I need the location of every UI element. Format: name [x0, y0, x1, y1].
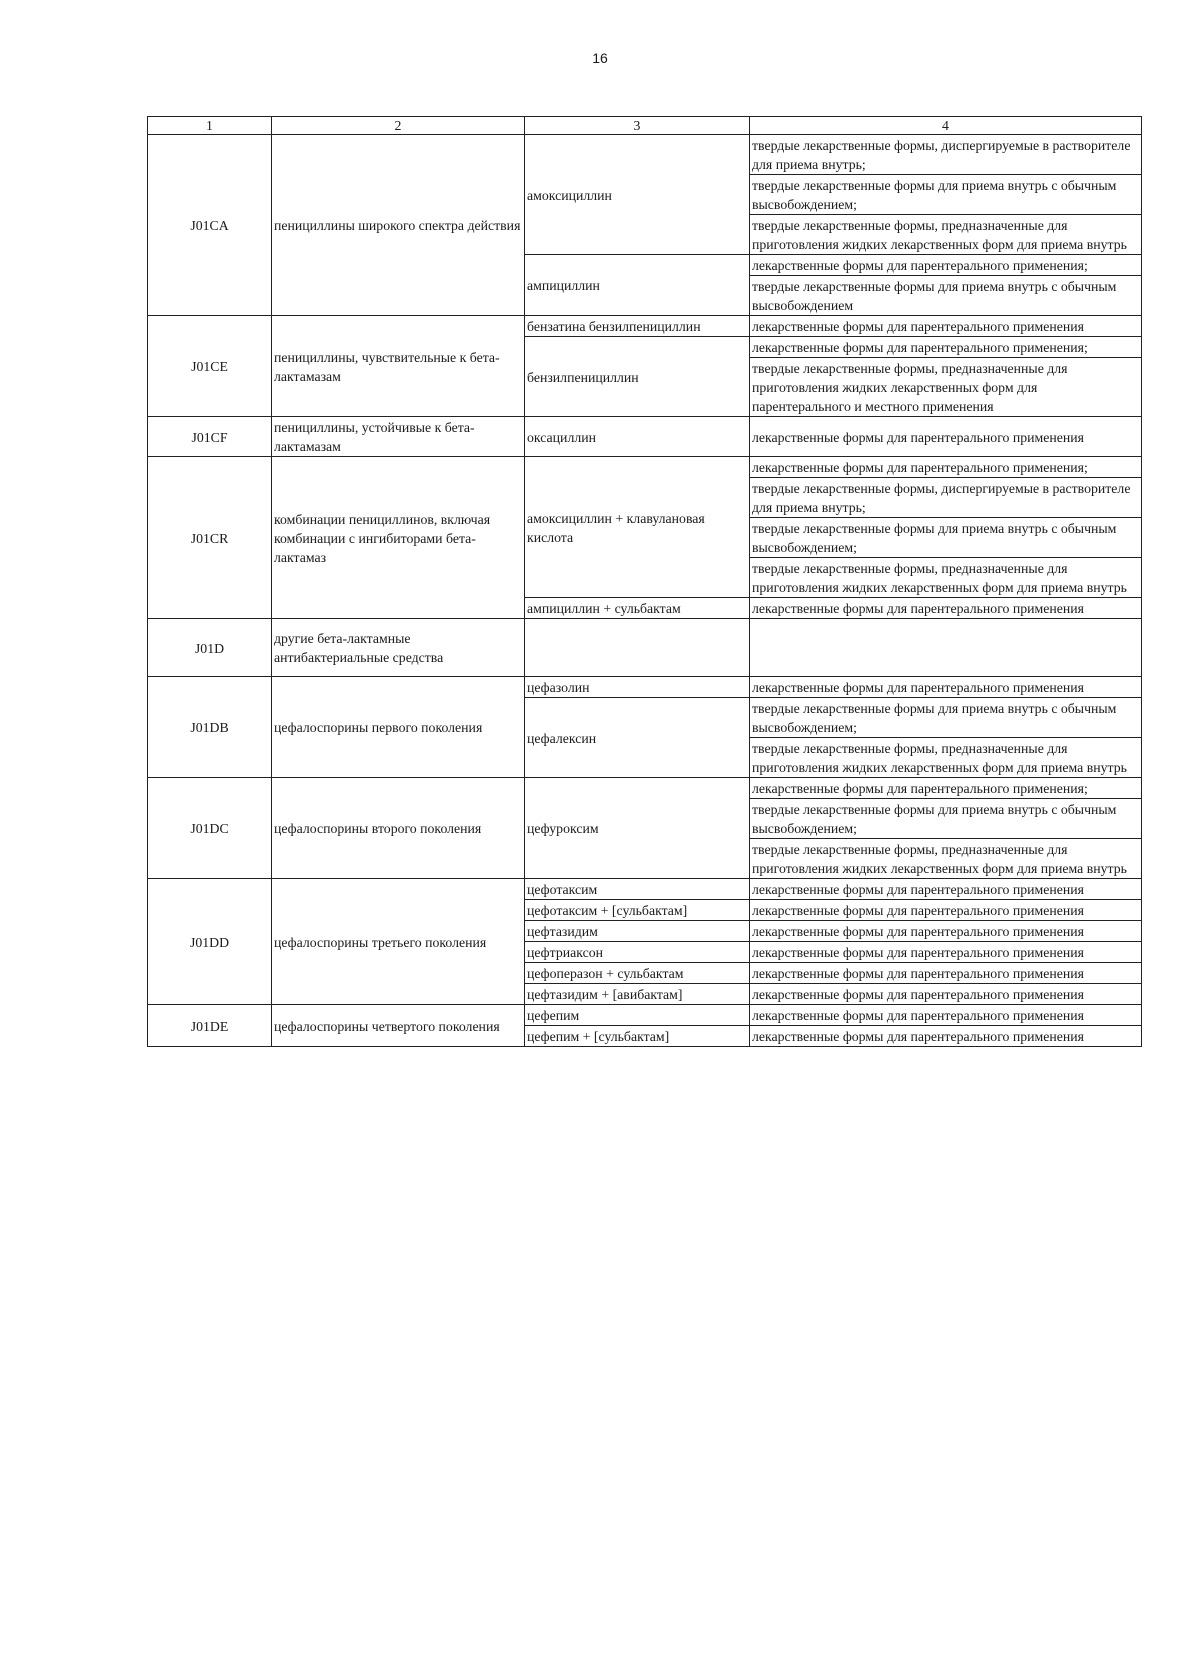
drug-name: бензилпенициллин — [525, 337, 750, 417]
dosage-form: твердые лекарственные формы, диспергируемые в растворителе для приема внутрь; — [750, 135, 1142, 175]
page-number: 16 — [592, 50, 608, 66]
drug-name: цефтазидим — [525, 921, 750, 942]
dosage-form: твердые лекарственные формы, диспергируемые в растворителе для приема внутрь; — [750, 478, 1142, 518]
atc-code: J01DD — [148, 879, 272, 1005]
table-row — [148, 1005, 1142, 1026]
dosage-form: лекарственные формы для парентерального применения — [750, 598, 1142, 619]
drug-name: цефуроксим — [525, 778, 750, 879]
header-cell: 2 — [272, 117, 525, 135]
drug-name: цефотаксим — [525, 879, 750, 900]
dosage-form: лекарственные формы для парентерального применения — [750, 963, 1142, 984]
group-name: другие бета-лактамные антибактериальные средства — [272, 619, 525, 677]
group-name: пенициллины, чувствительные к бета-лактамазам — [272, 316, 525, 417]
table-row — [148, 417, 1142, 457]
dosage-form: лекарственные формы для парентерального применения — [750, 942, 1142, 963]
header-cell: 1 — [148, 117, 272, 135]
table-row — [148, 879, 1142, 900]
atc-code: J01CA — [148, 135, 272, 316]
dosage-form: твердые лекарственные формы, предназначенные для приготовления жидких лекарственных форм для приема внутрь — [750, 839, 1142, 879]
group-name: цефалоспорины второго поколения — [272, 778, 525, 879]
atc-code: J01CR — [148, 457, 272, 619]
dosage-form: лекарственные формы для парентерального применения; — [750, 778, 1142, 799]
atc-code: J01DB — [148, 677, 272, 778]
dosage-form: лекарственные формы для парентерального применения — [750, 984, 1142, 1005]
dosage-form: лекарственные формы для парентерального применения — [750, 1005, 1142, 1026]
table-row — [148, 135, 1142, 175]
table-row — [148, 778, 1142, 799]
dosage-form: лекарственные формы для парентерального применения — [750, 677, 1142, 698]
dosage-form: твердые лекарственные формы, предназначенные для приготовления жидких лекарственных форм для приема внутрь — [750, 558, 1142, 598]
drug-name: цефоперазон + сульбактам — [525, 963, 750, 984]
group-name: цефалоспорины первого поколения — [272, 677, 525, 778]
dosage-form: лекарственные формы для парентерального применения — [750, 316, 1142, 337]
group-name: пенициллины, устойчивые к бета-лактамазам — [272, 417, 525, 457]
dosage-form: твердые лекарственные формы, предназначенные для приготовления жидких лекарственных форм для приема внутрь — [750, 738, 1142, 778]
dosage-form: твердые лекарственные формы для приема внутрь с обычным высвобождением — [750, 276, 1142, 316]
drug-name: амоксициллин — [525, 135, 750, 255]
dosage-form: твердые лекарственные формы, предназначенные для приготовления жидких лекарственных форм для приема внутрь — [750, 215, 1142, 255]
dosage-form: лекарственные формы для парентерального применения; — [750, 457, 1142, 478]
dosage-form: лекарственные формы для парентерального применения; — [750, 255, 1142, 276]
dosage-form-empty — [750, 619, 1142, 677]
drug-name: цефазолин — [525, 677, 750, 698]
drug-name: цефотаксим + [сульбактам] — [525, 900, 750, 921]
table-header-row — [148, 117, 1142, 135]
atc-code: J01CE — [148, 316, 272, 417]
dosage-form: лекарственные формы для парентерального применения — [750, 921, 1142, 942]
dosage-form: твердые лекарственные формы для приема внутрь с обычным высвобождением; — [750, 698, 1142, 738]
drug-name: цефтазидим + [авибактам] — [525, 984, 750, 1005]
dosage-form: лекарственные формы для парентерального применения — [750, 900, 1142, 921]
group-name: цефалоспорины четвертого поколения — [272, 1005, 525, 1047]
group-name: комбинации пенициллинов, включая комбинации с ингибиторами бета-лактамаз — [272, 457, 525, 619]
table-row — [148, 677, 1142, 698]
drug-name: цефепим — [525, 1005, 750, 1026]
drug-name: ампициллин — [525, 255, 750, 316]
dosage-form: твердые лекарственные формы для приема внутрь с обычным высвобождением; — [750, 799, 1142, 839]
group-name: пенициллины широкого спектра действия — [272, 135, 525, 316]
drug-name: амоксициллин + клавулановая кислота — [525, 457, 750, 598]
drug-classification-table — [147, 116, 1142, 1047]
dosage-form: лекарственные формы для парентерального применения — [750, 1026, 1142, 1047]
dosage-form: твердые лекарственные формы для приема внутрь с обычным высвобождением; — [750, 518, 1142, 558]
drug-name: оксациллин — [525, 417, 750, 457]
drug-name-empty — [525, 619, 750, 677]
drug-name: бензатина бензилпенициллин — [525, 316, 750, 337]
drug-name: цефепим + [сульбактам] — [525, 1026, 750, 1047]
atc-code: J01CF — [148, 417, 272, 457]
dosage-form: лекарственные формы для парентерального применения; — [750, 337, 1142, 358]
group-name: цефалоспорины третьего поколения — [272, 879, 525, 1005]
drug-name: цефтриаксон — [525, 942, 750, 963]
drug-name: цефалексин — [525, 698, 750, 778]
table-row — [148, 316, 1142, 337]
atc-code: J01DC — [148, 778, 272, 879]
header-cell: 4 — [750, 117, 1142, 135]
table-row — [148, 457, 1142, 478]
dosage-form: твердые лекарственные формы для приема внутрь с обычным высвобождением; — [750, 175, 1142, 215]
drug-name: ампициллин + сульбактам — [525, 598, 750, 619]
dosage-form: лекарственные формы для парентерального применения — [750, 879, 1142, 900]
dosage-form: лекарственные формы для парентерального применения — [750, 417, 1142, 457]
header-cell: 3 — [525, 117, 750, 135]
atc-code: J01D — [148, 619, 272, 677]
dosage-form: твердые лекарственные формы, предназначенные для приготовления жидких лекарственных форм для парентерального и местного применения — [750, 358, 1142, 417]
atc-code: J01DE — [148, 1005, 272, 1047]
table-row — [148, 619, 1142, 677]
